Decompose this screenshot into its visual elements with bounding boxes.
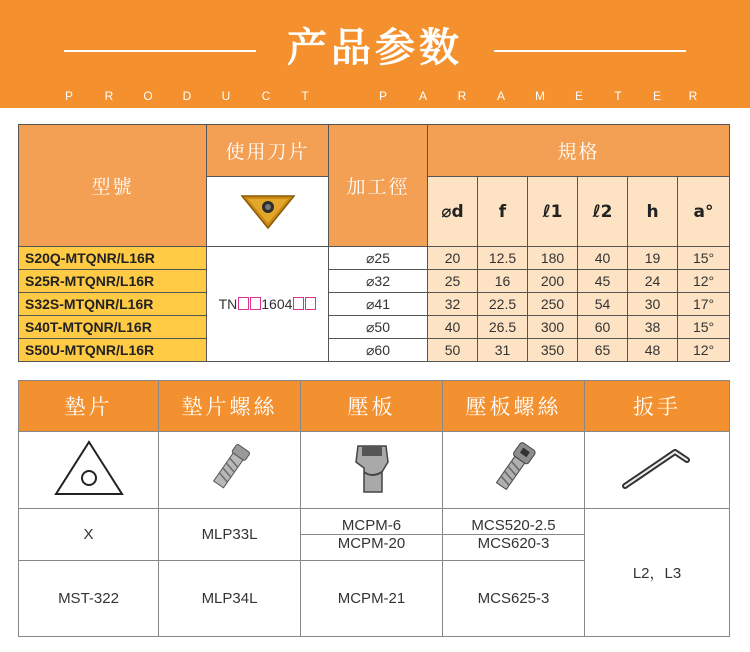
parts-table [18,380,730,637]
shim-screw-icon [200,438,260,498]
clamp-image-cell [301,432,443,509]
subtitle-letter: T [301,89,309,103]
table-row [19,316,730,339]
bore-cell: ⌀60 [329,339,428,362]
insert-code-prefix: TN [218,296,238,312]
insert-code-mid: 1604 [261,296,293,312]
bore-cell: ⌀50 [329,316,428,339]
h-cell: 38 [628,316,678,339]
shim-screw-cell: MLP33L [159,509,301,561]
col-l2: ℓ2 [578,177,628,247]
subtitle-letter: R [104,89,114,103]
model-cell: S32S-MTQNR/L16R [19,293,207,316]
triangle-insert-icon [238,190,298,230]
page-title: 产品参数 [287,25,463,71]
clamp-screw-cell: MCS625-3 [443,561,585,637]
table-row [19,247,730,270]
f-cell: 26.5 [478,316,528,339]
model-cell: S25R-MTQNR/L16R [19,270,207,293]
d-cell: 32 [428,293,478,316]
l2-cell: 65 [578,339,628,362]
header-shim: 墊片 [19,381,159,432]
col-l1: ℓ1 [528,177,578,247]
subtitle-letter: E [652,89,661,103]
d-cell: 50 [428,339,478,362]
d-cell: 40 [428,316,478,339]
wrench-cell: L2，L3 [585,509,730,637]
clamp-screw-cell [443,509,585,561]
h-cell: 30 [628,293,678,316]
subtitle-letter: P [64,89,73,103]
hex-wrench-icon [617,438,697,498]
h-cell: 48 [628,339,678,362]
bore-cell: ⌀25 [329,247,428,270]
clamp-screw-value-a: MCS520-2.5 [443,517,584,535]
a-cell: 17° [678,293,730,316]
h-cell: 24 [628,270,678,293]
clamp-screw-icon [484,438,544,498]
clamp-cell: MCPM-21 [301,561,443,637]
l2-cell: 54 [578,293,628,316]
header-spec: 規格 [428,125,730,177]
subtitle-letter: M [535,89,545,103]
a-cell: 15° [678,247,730,270]
table-row [19,293,730,316]
subtitle-letter: E [574,89,583,103]
subtitle-letter: A [496,89,505,103]
col-h: h [628,177,678,247]
f-cell: 22.5 [478,293,528,316]
banner-subtitle [0,89,750,103]
bore-cell: ⌀32 [329,270,428,293]
insert-image-cell [207,177,329,247]
bore-cell: ⌀41 [329,293,428,316]
subtitle-letter: O [143,89,153,103]
subtitle-letter: C [261,89,271,103]
table-row [19,270,730,293]
clamp-value-a: MCPM-6 [301,517,442,535]
subtitle-letter: U [221,89,231,103]
header-banner [0,0,750,108]
l2-cell: 45 [578,270,628,293]
l2-cell: 40 [578,247,628,270]
shim-icon [52,438,126,498]
shim-cell: X [19,509,159,561]
subtitle-letter: R [457,89,467,103]
h-cell: 19 [628,247,678,270]
wrench-image-cell [585,432,730,509]
a-cell: 12° [678,339,730,362]
l1-cell: 250 [528,293,578,316]
subtitle-letter: R [688,89,698,103]
subtitle-letter: T [614,89,622,103]
subtitle-letter: P [378,89,387,103]
spec-table [18,124,730,362]
shim-cell: MST-322 [19,561,159,637]
insert-code-cell [207,247,329,362]
header-clamp-screw: 壓板螺絲 [443,381,585,432]
l1-cell: 200 [528,270,578,293]
shim-screw-image-cell [159,432,301,509]
l1-cell: 180 [528,247,578,270]
col-a: a° [678,177,730,247]
l1-cell: 350 [528,339,578,362]
subtitle-letter: D [182,89,192,103]
d-cell: 20 [428,247,478,270]
col-f: f [478,177,528,247]
a-cell: 12° [678,270,730,293]
model-cell: S50U-MTQNR/L16R [19,339,207,362]
f-cell: 16 [478,270,528,293]
col-d: ⌀d [428,177,478,247]
clamp-screw-image-cell [443,432,585,509]
header-clamp: 壓板 [301,381,443,432]
header-shim-screw: 墊片螺絲 [159,381,301,432]
l1-cell: 300 [528,316,578,339]
clamp-icon [342,438,402,498]
header-bore: 加工徑 [329,125,428,247]
f-cell: 31 [478,339,528,362]
f-cell: 12.5 [478,247,528,270]
title-line-right [494,50,686,52]
a-cell: 15° [678,316,730,339]
clamp-screw-value-b: MCS620-3 [477,535,550,552]
model-cell: S40T-MTQNR/L16R [19,316,207,339]
table-row [19,339,730,362]
shim-screw-cell: MLP34L [159,561,301,637]
clamp-cell [301,509,443,561]
subtitle-letter: A [418,89,427,103]
header-wrench: 扳手 [585,381,730,432]
header-insert: 使用刀片 [207,125,329,177]
d-cell: 25 [428,270,478,293]
shim-image-cell [19,432,159,509]
l2-cell: 60 [578,316,628,339]
header-model: 型號 [19,125,207,247]
clamp-value-b: MCPM-20 [337,535,406,552]
model-cell: S20Q-MTQNR/L16R [19,247,207,270]
